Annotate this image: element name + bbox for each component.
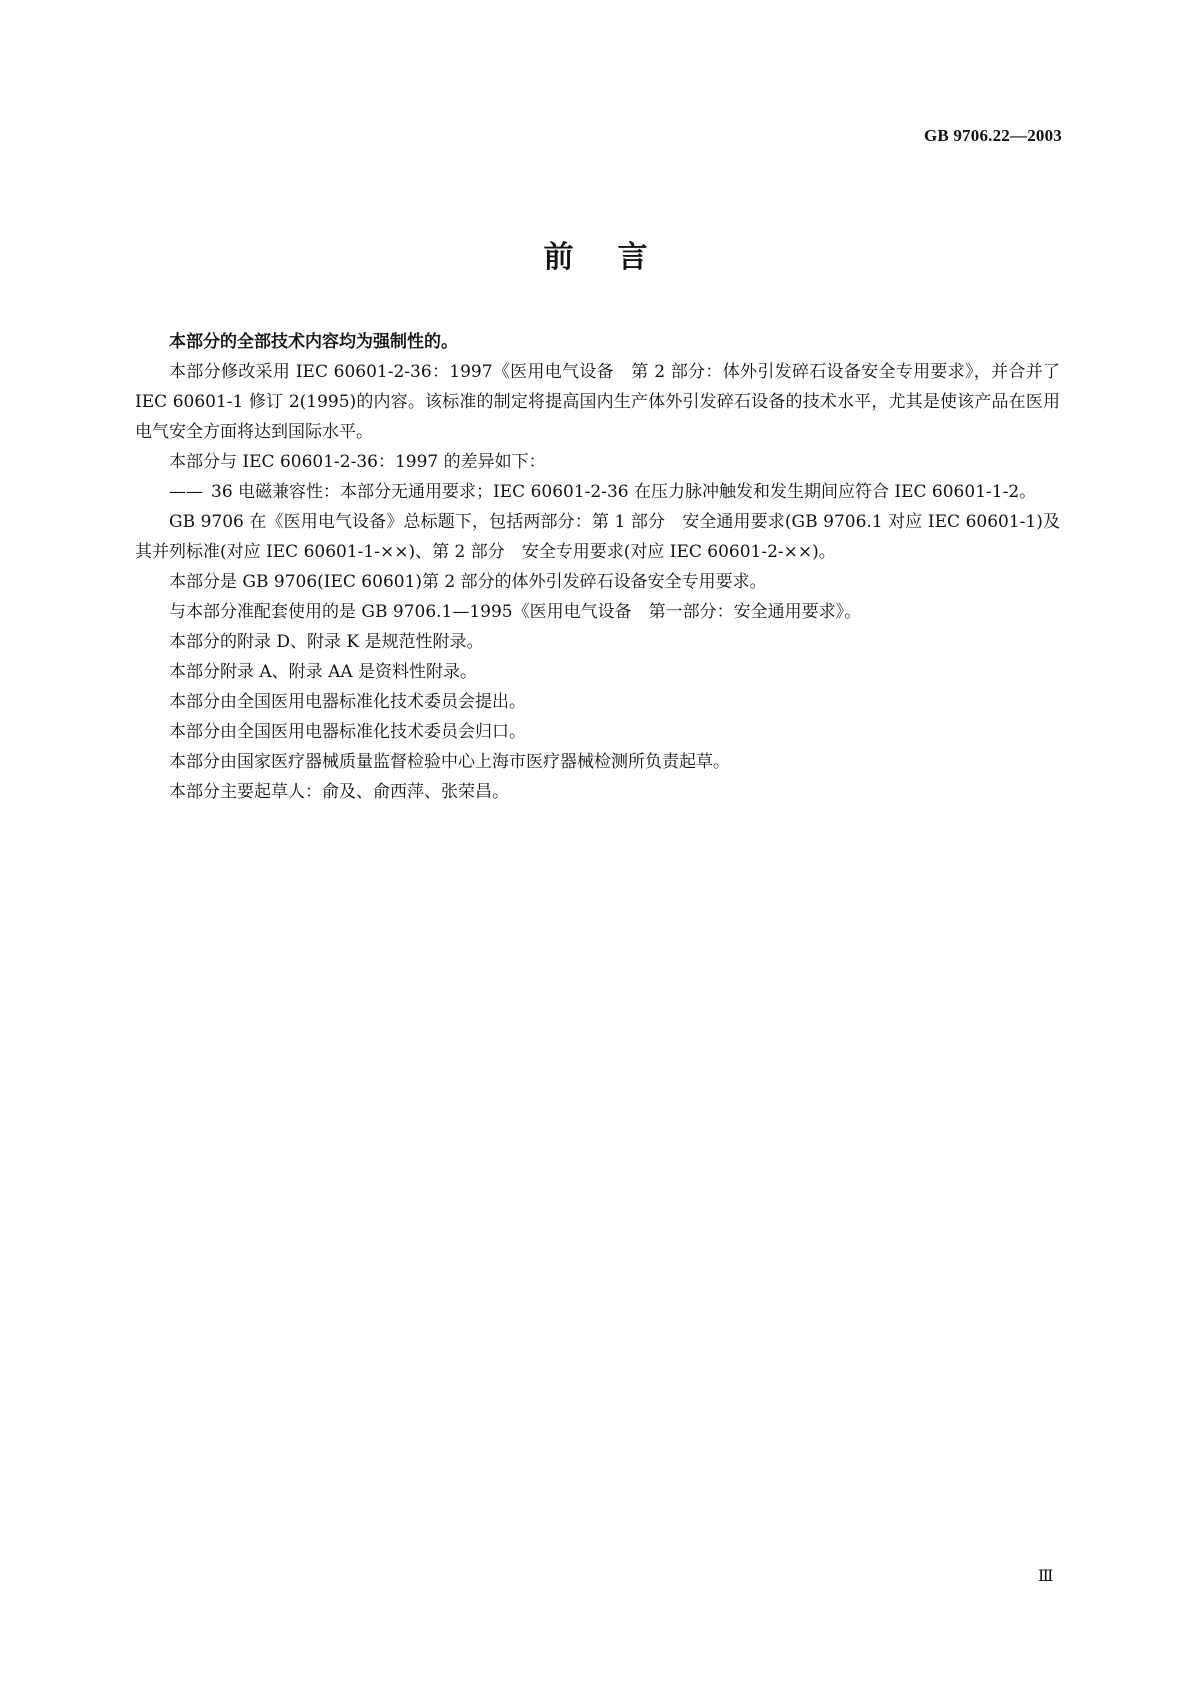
standard-code: GB 9706.22—2003 bbox=[923, 126, 1062, 145]
difference-text: 36 电磁兼容性：本部分无通用要求；IEC 60601-2-36 在压力脉冲触发和发生期间应符合 IEC 60601-1-2。 bbox=[211, 482, 1037, 502]
differences-intro: 本部分与 IEC 60601-2-36：1997 的差异如下： bbox=[169, 452, 546, 472]
foreword-body bbox=[135, 327, 1060, 807]
informative-annex-paragraph: 本部分附录 A、附录 AA 是资料性附录。 bbox=[169, 662, 478, 682]
adoption-paragraph: 本部分修改采用 IEC 60601-2-36：1997《医用电气设备 第 2 部分：体外引发碎石设备安全专用要求》，并合并了 IEC 60601-1 修订 2(1995)的内容。该标准的制定将提高国内生产体外引发碎石设备的技术水平，尤其是使该产品在医用电气安全方面将达到国际水平。 bbox=[135, 362, 1060, 442]
normative-annex-paragraph: 本部分的附录 D、附录 K 是规范性附录。 bbox=[169, 632, 484, 652]
proposed-by-paragraph: 本部分由全国医用电器标准化技术委员会提出。 bbox=[169, 692, 526, 712]
structure-paragraph: GB 9706 在《医用电气设备》总标题下，包括两部分：第 1 部分 安全通用要求(GB 9706.1 对应 IEC 60601-1)及其并列标准(对应 IEC 60601-1-××)、第 2 部分 安全专用要求(对应 IEC 60601-2-××)。 bbox=[135, 512, 1060, 562]
centralized-by-paragraph: 本部分由全国医用电器标准化技术委员会归口。 bbox=[169, 722, 526, 742]
drafters-paragraph: 本部分主要起草人：俞及、俞西萍、张荣昌。 bbox=[169, 782, 509, 802]
drafted-by-paragraph: 本部分由国家医疗器械质量监督检验中心上海市医疗器械检测所负责起草。 bbox=[169, 752, 730, 772]
difference-list-item bbox=[135, 477, 1060, 507]
mandatory-statement: 本部分的全部技术内容均为强制性的。 bbox=[169, 332, 458, 352]
page-number: Ⅲ bbox=[1038, 1568, 1054, 1585]
scope-paragraph: 本部分是 GB 9706(IEC 60601)第 2 部分的体外引发碎石设备安全专用要求。 bbox=[169, 572, 767, 592]
page-title: 前言 bbox=[543, 240, 692, 275]
dash-marker: —— bbox=[169, 482, 203, 502]
companion-standard-paragraph: 与本部分准配套使用的是 GB 9706.1—1995《医用电气设备 第一部分：安全通用要求》。 bbox=[169, 602, 862, 622]
